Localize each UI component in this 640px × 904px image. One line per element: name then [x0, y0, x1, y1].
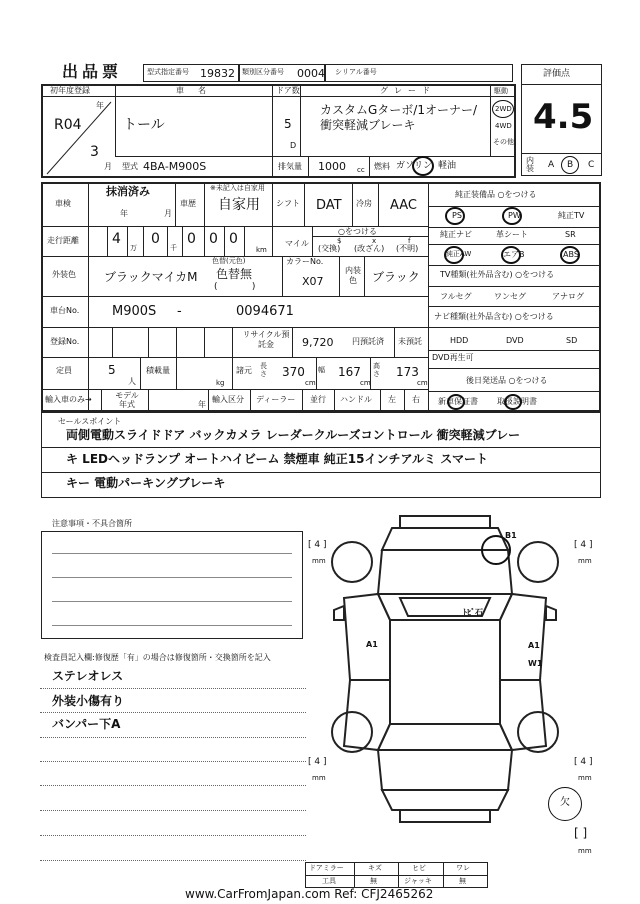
mileage-sym-x: x	[372, 237, 377, 245]
mileage-label: 走行距離	[47, 236, 79, 245]
color-no-value: X07	[302, 275, 324, 288]
tread-rl: [ 4 ]	[308, 757, 327, 767]
grade-value: カスタムGターボ/1オーナー/衝突軽減ブレーキ	[320, 103, 478, 132]
tread-fl: [ 4 ]	[308, 540, 327, 550]
class-label: 類別区分番号	[242, 68, 284, 76]
mileage-km: km	[256, 246, 267, 254]
chassis-number: 0094671	[236, 304, 294, 319]
opt-ps-circle	[445, 207, 465, 225]
interior-a: A	[548, 160, 555, 170]
opt-leather: 革シート	[496, 230, 528, 239]
shift-label: シフト	[276, 199, 300, 208]
height-value: 173	[396, 365, 419, 379]
tv-type-title: TV種類(社外品含む) ○をつける	[440, 270, 555, 279]
mileage-man: 万	[130, 244, 137, 252]
fuel-label: 燃料	[374, 162, 390, 171]
interior-c: C	[588, 160, 595, 170]
name-label: 車名	[176, 86, 220, 95]
std-equip-title: 純正装備品 ○をつける	[455, 190, 537, 199]
legend-door-mirror: ドアミラー	[309, 864, 344, 872]
fuel-circle	[412, 156, 434, 176]
opt-abs: ABS	[563, 250, 579, 259]
mileage-sym-s: $	[337, 237, 342, 245]
mile-label: マイル	[285, 239, 309, 248]
form-title: 出品票	[62, 62, 123, 81]
mileage-digit-2: 0	[151, 231, 160, 247]
height-unit: cm	[417, 379, 428, 387]
mileage-tamper: (改ざん)	[354, 244, 385, 253]
handle-left: 左	[388, 395, 396, 404]
opt-pw: PW	[508, 211, 521, 220]
serial-label: シリアル番号	[335, 68, 377, 76]
import-type-label: 輸入区分	[212, 395, 244, 404]
sales-line-3: キー 電動パーキングブレーキ	[66, 476, 226, 490]
score-label: 評価点	[543, 69, 571, 79]
later-warranty-circle	[447, 394, 465, 410]
model-value: 4BA-M900S	[143, 160, 207, 173]
legend-tools: 工具	[322, 877, 336, 885]
capacity-label: 定員	[56, 366, 72, 375]
color-no-label: カラーNo.	[286, 257, 324, 266]
mileage-digit-3: 0	[187, 231, 196, 247]
import-parallel: 並行	[310, 395, 326, 404]
first-reg-year: R04	[54, 117, 82, 133]
type-cert-label: 型式指定番号	[147, 68, 189, 76]
model-label: 型式	[122, 162, 138, 171]
recycle-unpaid: 未預託	[398, 337, 422, 346]
interior-label: 内装	[526, 156, 534, 173]
dvd-play: DVD再生可	[432, 353, 474, 362]
mileage-sen: 千	[170, 244, 177, 252]
tv-one-seg: ワンセグ	[494, 292, 526, 301]
history-label: 車歴	[180, 199, 196, 208]
inspection-year-unit: 年	[120, 209, 128, 218]
length-value: 370	[282, 365, 305, 379]
grade-header: グレード	[380, 86, 436, 95]
length-unit: cm	[305, 379, 316, 387]
mileage-unknown: (不明)	[396, 244, 419, 253]
legend-jack-none: 無	[459, 877, 466, 885]
mileage-exchange: (交換)	[318, 244, 341, 253]
class-no: 0004	[297, 67, 325, 80]
navi-dvd: DVD	[506, 336, 524, 345]
interior-b: B	[567, 160, 574, 170]
opt-aw: 純正AW	[446, 250, 472, 258]
legend-scratch: キズ	[368, 864, 382, 872]
load-label: 積載量	[146, 366, 170, 375]
drive-label: 駆動	[494, 87, 508, 95]
capacity-unit: 人	[128, 377, 136, 386]
later-warranty: 新車保証書	[438, 397, 478, 406]
width-unit: cm	[360, 379, 371, 387]
tread-fr-unit: mm	[578, 557, 592, 565]
fuel-value: ガソリン	[396, 161, 433, 171]
opt-airbag-circle	[501, 246, 521, 264]
first-reg-label: 初年度登録	[50, 86, 90, 95]
drive-2wd-circle	[492, 100, 514, 118]
color-label: 外装色	[52, 270, 76, 279]
navi-sd: SD	[566, 336, 578, 345]
damage-w1: W1	[528, 659, 543, 668]
history-value: 自家用	[218, 197, 260, 213]
opt-navi: 純正ナビ	[440, 230, 472, 239]
first-reg-month: 3	[90, 144, 99, 160]
shift-value: DAT	[316, 198, 342, 213]
capacity-value: 5	[108, 363, 116, 377]
score-value: 4.5	[533, 97, 594, 137]
mileage-digit-5: 0	[229, 231, 238, 247]
tread-fl-unit: mm	[312, 557, 326, 565]
damage-tobi-ishi: ﾄﾋﾞ石	[463, 608, 483, 617]
navi-type-title: ナビ種類(社外品含む) ○をつける	[434, 312, 554, 321]
displacement-value: 1000	[318, 160, 346, 173]
opt-aw-circle	[444, 246, 464, 264]
chassis-label: 車台No.	[50, 306, 80, 315]
orig-color-parens: ( )	[214, 282, 256, 292]
opt-ps: PS	[452, 211, 462, 220]
opt-abs-circle	[560, 246, 580, 264]
length-label: 長さ	[260, 362, 267, 378]
displacement-label: 排気量	[278, 162, 302, 171]
inspection-month-unit: 月	[164, 209, 172, 218]
reg-label: 登録No.	[50, 337, 80, 346]
mileage-digit-1: 4	[112, 231, 121, 247]
sales-line-2: キ LEDヘッドランプ オートハイビーム 禁煙車 純正15インチアルミ スマート	[66, 452, 488, 466]
later-manual: 取扱説明書	[497, 397, 537, 406]
note-line-3: バンパー下A	[52, 717, 121, 731]
color-value: ブラックマイカM	[104, 270, 198, 284]
note-line-2: 外装小傷有り	[52, 694, 125, 708]
legend-crack: ヒビ	[412, 864, 426, 872]
inspection-label: 車検	[55, 199, 71, 208]
opt-pw-circle	[502, 207, 522, 225]
tread-rl-unit: mm	[312, 774, 326, 782]
spare-tire-mark: 欠	[560, 797, 570, 808]
mileage-circle-note: ○をつける	[338, 227, 377, 236]
tread-fr: [ 4 ]	[574, 540, 593, 550]
caution-label: 注意事項・不具合箇所	[52, 519, 132, 528]
interior-b-circle	[561, 156, 579, 174]
import-label: 輸入車のみ→	[45, 395, 92, 404]
fuel-diesel: 軽油	[438, 161, 457, 171]
legend-jack: ジャッキ	[404, 877, 432, 885]
door-suffix: D	[290, 141, 297, 150]
orig-color-label: 色替(元色)	[212, 257, 246, 265]
legend-tools-none: 無	[370, 877, 377, 885]
car-name: トール	[123, 117, 165, 133]
car-diagram	[330, 510, 560, 860]
tv-analog: アナログ	[552, 292, 584, 301]
import-dealer: ディーラー	[256, 395, 296, 404]
model-year-unit: 年	[198, 400, 206, 409]
model-year-label: モデル年式	[115, 391, 139, 409]
sales-line-1: 両側電動スライドドア バックカメラ レーダークルーズコントロール 衝突軽減ブレー	[66, 428, 521, 442]
damage-a1-left: A1	[366, 640, 378, 649]
later-title: 後日発送品 ○をつける	[466, 376, 548, 385]
handle-label: ハンドル	[340, 395, 372, 404]
inspector-label: 検査員記入欄:修復歴「有」の場合は修復箇所・交換箇所を記入	[44, 653, 271, 662]
ac-label: 冷房	[356, 199, 372, 208]
inspection-value: 抹消済み	[106, 185, 150, 198]
first-reg-year-mark: 年	[96, 101, 104, 110]
tv-full-seg: フルセグ	[440, 292, 472, 301]
first-reg-month-mark: 月	[104, 162, 112, 171]
later-manual-circle	[504, 394, 522, 410]
opt-sr: SR	[565, 230, 576, 239]
recycle-label: リサイクル預託金	[242, 330, 290, 349]
damage-a1-right: A1	[528, 641, 540, 650]
int-color-value: ブラック	[372, 270, 420, 284]
doors-value: 5	[284, 117, 292, 131]
ac-value: AAC	[390, 198, 417, 213]
type-cert-no: 19832	[200, 67, 235, 80]
width-label: 幅	[318, 366, 325, 374]
int-color-label: 内装色	[345, 266, 361, 285]
drive-4wd: 4WD	[495, 122, 512, 130]
drive-2wd: 2WD	[495, 105, 512, 113]
caution-box	[41, 531, 303, 639]
history-note: ※未記入は自家用	[210, 184, 265, 192]
opt-tv: 純正TV	[558, 211, 585, 220]
chassis-prefix: M900S	[112, 304, 157, 319]
chassis-dash: -	[177, 304, 182, 319]
doors-label: ドア数	[276, 86, 300, 95]
footer-watermark: www.CarFromJapan.com Ref: CFJ2465262	[185, 887, 434, 901]
orig-color-value: 色替無	[216, 267, 253, 281]
recycle-value: 9,720	[302, 336, 334, 349]
opt-airbag: エアB	[503, 250, 525, 259]
tread-rr: [ 4 ]	[574, 757, 593, 767]
cc-unit: cc	[357, 166, 365, 174]
load-unit: kg	[216, 379, 225, 387]
tread-rr-unit: mm	[578, 774, 592, 782]
legend-dent: ワレ	[456, 864, 470, 872]
sales-label: セールスポイント	[58, 417, 122, 426]
dims-label: 諸元	[236, 366, 252, 375]
tread-spare: [ ]	[574, 826, 588, 840]
mileage-digit-4: 0	[209, 231, 218, 247]
tread-spare-unit: mm	[578, 847, 592, 855]
damage-b1: B1	[505, 531, 517, 540]
mileage-sym-f: f	[408, 237, 411, 245]
navi-hdd: HDD	[450, 336, 469, 345]
note-line-1: ステレオレス	[52, 669, 124, 683]
width-value: 167	[338, 365, 361, 379]
height-label: 高さ	[373, 362, 380, 378]
drive-other: その他	[493, 138, 514, 146]
recycle-paid: 円預託済	[352, 337, 384, 346]
handle-right: 右	[412, 395, 420, 404]
